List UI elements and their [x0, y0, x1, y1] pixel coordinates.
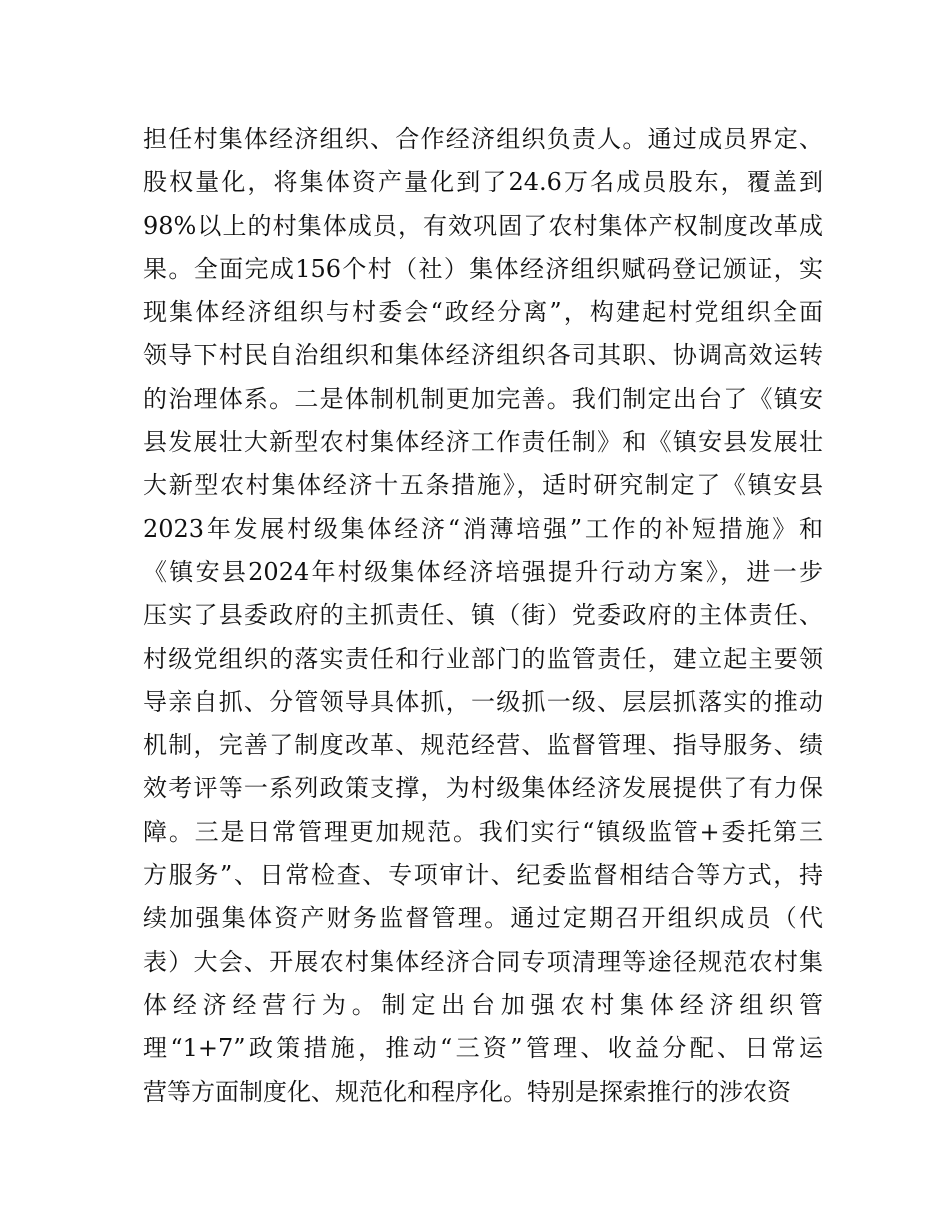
text-line: 体经济经营行为。制定出台加强农村集体经济组织管 [143, 990, 823, 1019]
text-line: 现集体经济组织与村委会“政经分离”，构建起村党组织全面 [143, 298, 823, 327]
text-line: 续加强集体资产财务监督管理。通过定期召开组织成员（代 [143, 904, 823, 933]
text-line: 担任村集体经济组织、合作经济组织负责人。通过成员界定、 [143, 125, 823, 153]
text-line: 障。三是日常管理更加规范。我们实行“镇级监管+委托第三 [143, 817, 823, 846]
text-line: 表）大会、开展农村集体经济合同专项清理等途径规范农村集 [143, 947, 823, 976]
text-line: 效考评等一系列政策支撑，为村级集体经济发展提供了有力保 [143, 774, 823, 803]
text-line: 压实了县委政府的主抓责任、镇（街）党委政府的主体责任、 [143, 601, 823, 630]
text-line: 《镇安县2024年村级集体经济培强提升行动方案》，进一步 [143, 557, 823, 586]
text-line: 导亲自抓、分管领导具体抓，一级抓一级、层层抓落实的推动 [143, 687, 823, 716]
text-line: 县发展壮大新型农村集体经济工作责任制》和《镇安县发展壮 [143, 428, 823, 457]
text-line: 村级党组织的落实责任和行业部门的监管责任，建立起主要领 [143, 644, 823, 673]
text-line: 果。全面完成156个村（社）集体经济组织赋码登记颁证，实 [143, 254, 823, 283]
body-text [143, 118, 823, 1114]
text-line: 98%以上的村集体成员，有效巩固了农村集体产权制度改革成 [143, 211, 823, 240]
text-line: 2023年发展村级集体经济“消薄培强”工作的补短措施》和 [143, 514, 823, 543]
text-line: 方服务”、日常检查、专项审计、纪委监督相结合等方式，持 [143, 861, 823, 890]
text-line: 的治理体系。二是体制机制更加完善。我们制定出台了《镇安 [143, 384, 823, 413]
text-line: 营等方面制度化、规范化和程序化。特别是探索推行的涉农资 [143, 1077, 791, 1106]
text-line: 领导下村民自治组织和集体经济组织各司其职、协调高效运转 [143, 341, 823, 370]
text-line: 机制，完善了制度改革、规范经营、监督管理、指导服务、绩 [143, 731, 823, 760]
text-line: 股权量化，将集体资产量化到了24.6万名成员股东，覆盖到 [143, 168, 823, 197]
text-line: 理“1+7”政策措施，推动“三资”管理、收益分配、日常运 [143, 1034, 823, 1063]
text-line: 大新型农村集体经济十五条措施》，适时研究制定了《镇安县 [143, 471, 823, 500]
